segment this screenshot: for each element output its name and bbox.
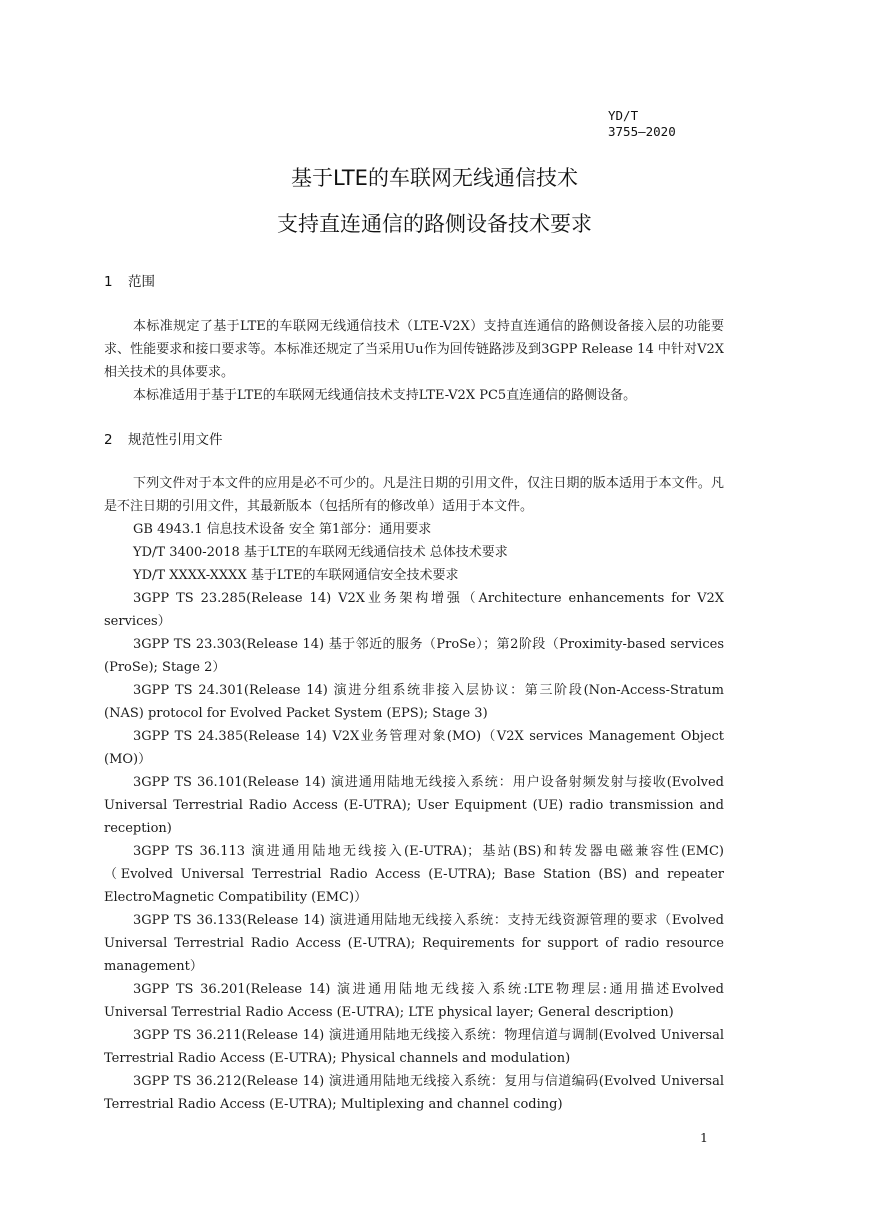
section-number: 1 (104, 274, 113, 290)
paragraph: 本标准规定了基于LTE的车联网无线通信技术（LTE-V2X）支持直连通信的路侧设备接入层的功能要求、性能要求和接口要求等。本标准还规定了当采用Uu作为回传链路涉及到3GPP Release 14 中针对V2X相关技术的具体要求。 (104, 319, 724, 380)
document-title-line-2: 支持直连通信的路侧设备技术要求 (277, 212, 592, 236)
reference-item: 3GPP TS 36.101(Release 14) 演进通用陆地无线接入系统：用户设备射频发射与接收(Evolved Universal Terrestrial Radio Access (E-UTRA); User Equipment (UE) radio transmission and reception) (104, 775, 724, 836)
reference-item: 3GPP TS 36.133(Release 14) 演进通用陆地无线接入系统：支持无线资源管理的要求（Evolved Universal Terrestrial Radio Access (E-UTRA); Requirements for support of radio resource management） (104, 913, 724, 974)
section-1-heading (104, 272, 155, 292)
section-2-heading (104, 430, 223, 450)
paragraph: 本标准适用于基于LTE的车联网无线通信技术支持LTE-V2X PC5直连通信的路侧设备。 (133, 388, 637, 403)
page-number: 1 (700, 1130, 708, 1145)
reference-item: 3GPP TS 36.201(Release 14) 演进通用陆地无线接入系统:LTE物理层:通用描述Evolved Universal Terrestrial Radio Access (E-UTRA); LTE physical layer; General description) (104, 982, 724, 1020)
section-2-body (104, 472, 724, 1116)
doc-id-line-1: YD/T (608, 108, 639, 123)
reference-item: 3GPP TS 24.301(Release 14) 演进分组系统非接入层协议：第三阶段(Non-Access-Stratum (NAS) protocol for Evolved Packet System (EPS); Stage 3) (104, 683, 724, 721)
reference-item: GB 4943.1 信息技术设备 安全 第1部分：通用要求 (133, 522, 432, 537)
reference-item: 3GPP TS 23.285(Release 14) V2X业务架构增强（Architecture enhancements for V2X services） (104, 591, 724, 629)
document-title-line-1: 基于LTE的车联网无线通信技术 (291, 166, 578, 190)
reference-item: 3GPP TS 23.303(Release 14) 基于邻近的服务（ProSe）；第2阶段（Proximity-based services (ProSe); Stage 2） (104, 637, 724, 675)
reference-item: 3GPP TS 36.212(Release 14) 演进通用陆地无线接入系统：复用与信道编码(Evolved Universal Terrestrial Radio Access (E-UTRA); Multiplexing and channel coding) (104, 1074, 724, 1112)
section-number: 2 (104, 432, 113, 448)
section-title: 范围 (128, 274, 155, 290)
reference-item: 3GPP TS 36.113 演进通用陆地无线接入(E-UTRA)；基站(BS)和转发器电磁兼容性(EMC)（Evolved Universal Terrestrial Radio Access (E-UTRA); Base Station (BS) and repeater ElectroMagnetic Compatibility (EMC)） (104, 844, 724, 905)
paragraph: 下列文件对于本文件的应用是必不可少的。凡是注日期的引用文件，仅注日期的版本适用于本文件。凡是不注日期的引用文件，其最新版本（包括所有的修改单）适用于本文件。 (104, 476, 724, 514)
reference-item: 3GPP TS 36.211(Release 14) 演进通用陆地无线接入系统：物理信道与调制(Evolved Universal Terrestrial Radio Access (E-UTRA); Physical channels and modulation) (104, 1028, 724, 1066)
section-1-body (104, 315, 724, 407)
reference-item: 3GPP TS 24.385(Release 14) V2X业务管理对象(MO)（V2X services Management Object (MO)） (104, 729, 724, 767)
section-title: 规范性引用文件 (128, 432, 223, 448)
reference-item: YD/T 3400-2018 基于LTE的车联网无线通信技术 总体技术要求 (133, 545, 508, 560)
document-identifier (608, 108, 676, 140)
doc-id-line-2: 3755—2020 (608, 124, 676, 139)
reference-item: YD/T XXXX-XXXX 基于LTE的车联网通信安全技术要求 (133, 568, 459, 583)
